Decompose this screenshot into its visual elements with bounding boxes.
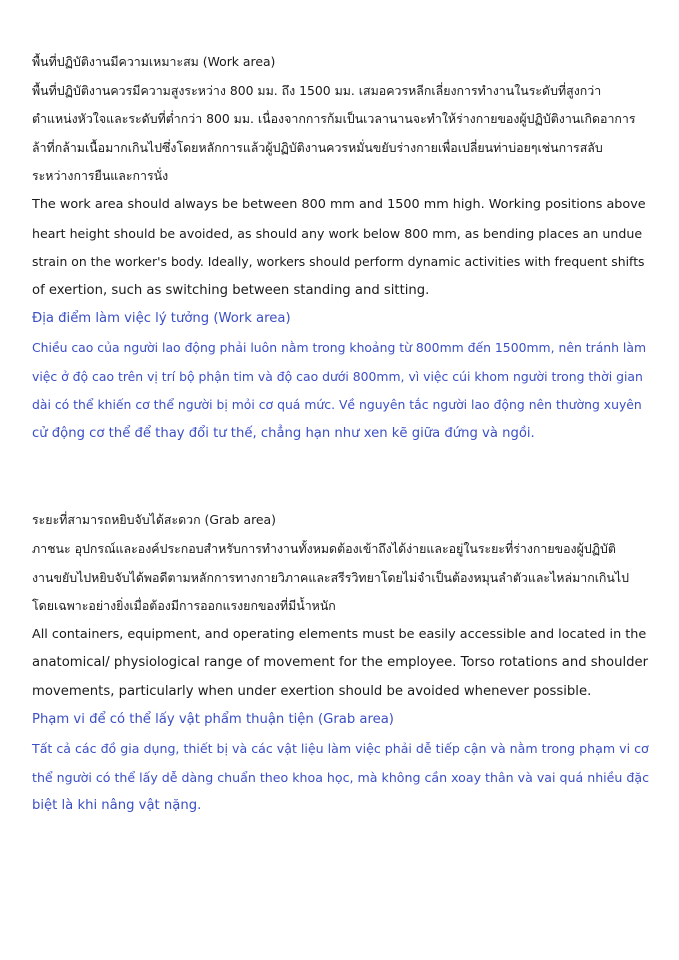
vietnamese-paragraph-line: Chiều cao của người lao động phải luôn nằm trong khoảng từ 800mm đến 1500mm, nên tránh làm bbox=[32, 339, 647, 355]
thai-paragraph-line: พื้นที่ปฏิบัติงานควรมีความสูงระหว่าง 800 มม. ถึง 1500 มม. เสมอควรหลีกเลี่ยงการทำงานในระดับที่สูงกว่า bbox=[32, 82, 602, 98]
thai-heading: ระยะที่สามารถหยิบจับได้สะดวก (Grab area) bbox=[32, 512, 276, 528]
thai-paragraph-line: ภาชนะ อุปกรณ์และองค์ประกอบสำหรับการทำงานทั้งหมดต้องเข้าถึงได้ง่ายและอยู่ในระยะที่ร่างกายของผู้ปฏิบัติ bbox=[32, 540, 616, 556]
english-paragraph-line: All containers, equipment, and operating elements must be easily accessible and located in the bbox=[32, 626, 647, 642]
section-grab-area bbox=[32, 506, 650, 821]
vietnamese-paragraph-line: Tất cả các đồ gia dụng, thiết bị và các vật liệu làm việc phải dễ tiếp cận và nằm trong phạm vi cơ bbox=[32, 741, 649, 757]
english-paragraph-line: The work area should always be between 800 mm and 1500 mm high. Working positions above bbox=[32, 196, 646, 212]
vietnamese-paragraph-line: biệt là khi nâng vật nặng. bbox=[32, 798, 202, 814]
section-work-area bbox=[32, 48, 650, 448]
thai-paragraph-line: ล้าที่กล้ามเนื้อมากเกินไปซึ่งโดยหลักการแล้วผู้ปฏิบัติงานควรหมั่นขยับร่างกายเพื่อเปลี่ยนท่าบ่อยๆเช่นการสลับ bbox=[32, 139, 603, 155]
vietnamese-paragraph-line: cử động cơ thể để thay đổi tư thế, chẳng hạn như xen kẽ giữa đứng và ngồi. bbox=[32, 425, 535, 441]
english-paragraph-line: strain on the worker's body. Ideally, workers should perform dynamic activities with frequent shifts bbox=[32, 254, 645, 270]
english-paragraph-line: of exertion, such as switching between standing and sitting. bbox=[32, 282, 430, 298]
english-paragraph-line: heart height should be avoided, as should any work below 800 mm, as bending places an undue bbox=[32, 225, 643, 241]
vietnamese-heading: Phạm vi để có thể lấy vật phẩm thuận tiện (Grab area) bbox=[32, 712, 394, 728]
english-paragraph-line: movements, particularly when under exertion should be avoided whenever possible. bbox=[32, 683, 592, 699]
document-content bbox=[32, 48, 650, 821]
thai-paragraph-line: ตำแหน่งหัวใจและระดับที่ต่ำกว่า 800 มม. เนื่องจากการก้มเป็นเวลานานจะทำให้ร่างกายของผู้ปฏิบัติงานเกิดอาการ bbox=[32, 111, 636, 127]
english-paragraph-line: anatomical/ physiological range of movement for the employee. Torso rotations and shoulder bbox=[32, 655, 649, 671]
thai-paragraph-line: โดยเฉพาะอย่างยิ่งเมื่อต้องมีการออกแรงยกของที่มีน้ำหนัก bbox=[32, 598, 336, 614]
vietnamese-paragraph-line: dài có thể khiến cơ thể người bị mỏi cơ quá mức. Về nguyên tắc người lao động nên thường xuyên bbox=[32, 397, 642, 413]
vietnamese-paragraph-line: thể người có thể lấy dễ dàng chuẩn theo khoa học, mà không cần xoay thân và vai quá nhiều đặc bbox=[32, 769, 650, 785]
thai-paragraph-line: ระหว่างการยืนและการนั่ง bbox=[32, 168, 169, 184]
vietnamese-heading: Địa điểm làm việc lý tưởng (Work area) bbox=[32, 311, 291, 327]
thai-heading: พื้นที่ปฏิบัติงานมีความเหมาะสม (Work area) bbox=[32, 54, 276, 69]
vietnamese-paragraph-line: việc ở độ cao trên vị trí bộ phận tim và độ cao dưới 800mm, vì việc cúi khom người trong thời gian bbox=[32, 368, 643, 384]
thai-paragraph-line: งานขยับไปหยิบจับได้พอดีตามหลักการทางกายวิภาคและสรีรวิทยาโดยไม่จำเป็นต้องหมุนลำตัวและไหล่มากเกินไป bbox=[32, 569, 629, 585]
